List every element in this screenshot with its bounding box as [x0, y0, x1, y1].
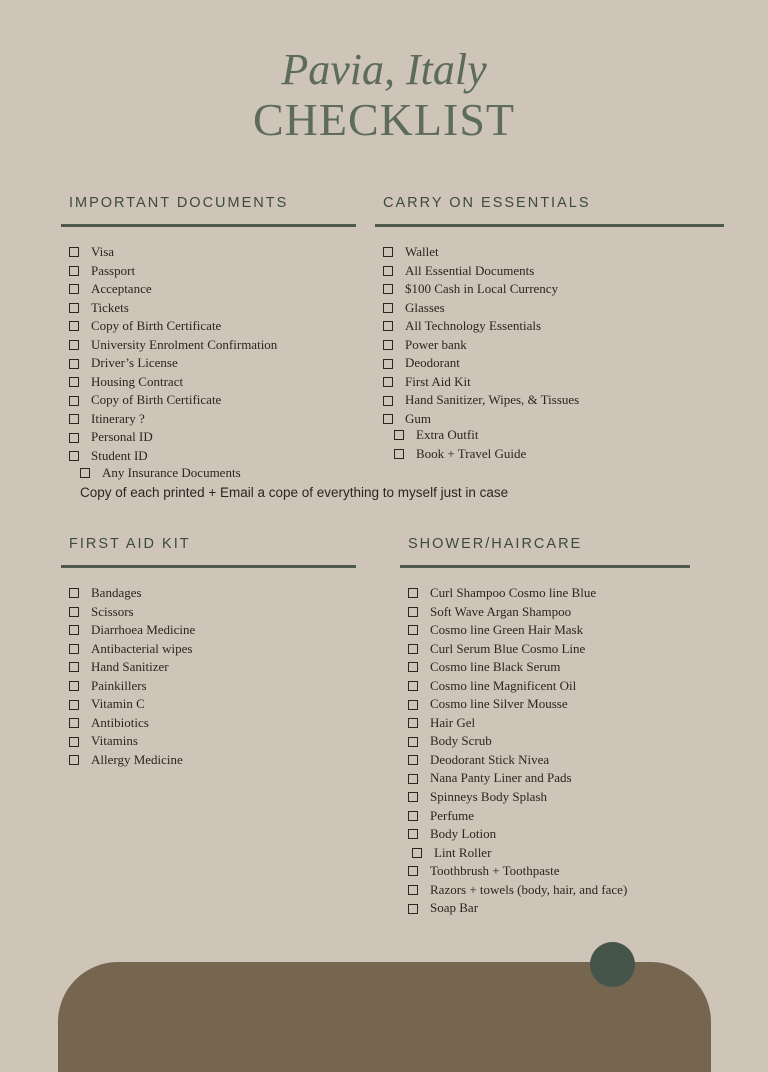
checkbox[interactable]	[408, 644, 418, 654]
checklist-item[interactable]	[69, 317, 356, 336]
checklist-item[interactable]	[408, 862, 690, 881]
checkbox[interactable]	[69, 718, 79, 728]
checklist-item-label: Diarrhoea Medicine	[91, 622, 196, 638]
checklist-item-label: Acceptance	[91, 281, 152, 297]
section-heading: FIRST AID KIT	[69, 536, 191, 552]
checklist-item-label: Passport	[91, 262, 136, 278]
checklist-item[interactable]	[394, 445, 526, 464]
checklist-item-label: Student ID	[91, 448, 148, 464]
checklist-item[interactable]	[69, 262, 356, 281]
checklist-item[interactable]	[80, 464, 241, 483]
checklist-item[interactable]	[69, 695, 356, 714]
checklist-item[interactable]	[69, 243, 356, 262]
checkbox[interactable]	[383, 359, 393, 369]
checklist-item[interactable]	[69, 410, 356, 429]
checklist	[408, 584, 690, 918]
section-heading: CARRY ON ESSENTIALS	[383, 195, 591, 211]
checkbox[interactable]	[408, 885, 418, 895]
checklist-item[interactable]	[69, 603, 356, 622]
checkbox[interactable]	[408, 755, 418, 765]
checklist-item-label: Visa	[91, 244, 115, 259]
checklist-item[interactable]	[408, 658, 690, 677]
checklist-item[interactable]	[394, 426, 526, 445]
checkbox[interactable]	[408, 607, 418, 617]
checklist-item[interactable]	[69, 677, 356, 696]
checkbox[interactable]	[408, 662, 418, 672]
checklist-item-label: Gum	[405, 410, 431, 426]
checklist-item-label: Curl Serum Blue Cosmo Line	[430, 640, 586, 656]
decorative-circle	[590, 942, 635, 987]
checklist-item[interactable]	[408, 769, 690, 788]
checklist-item[interactable]	[408, 881, 690, 900]
checklist-item[interactable]	[408, 603, 690, 622]
checklist-item-label: University Enrolment Confirmation	[91, 336, 278, 352]
checklist-item-label: Curl Shampoo Cosmo line Blue	[430, 585, 597, 600]
checkbox[interactable]	[69, 321, 79, 331]
checklist-item[interactable]	[408, 844, 690, 863]
section-divider	[61, 224, 356, 227]
checkbox[interactable]	[383, 321, 393, 331]
checklist-item[interactable]	[383, 243, 724, 262]
checkbox[interactable]	[408, 588, 418, 598]
checkbox[interactable]	[383, 340, 393, 350]
checklist-item[interactable]	[408, 788, 690, 807]
checkbox[interactable]	[383, 284, 393, 294]
page-header	[0, 44, 768, 146]
page-subtitle: Pavia, Italy	[281, 45, 487, 94]
section-carry-on	[383, 194, 724, 428]
checklist-item[interactable]	[408, 825, 690, 844]
section-divider	[375, 224, 724, 227]
checklist-item-label: Perfume	[430, 807, 475, 823]
checklist-item[interactable]	[383, 299, 724, 318]
checklist-item[interactable]	[69, 391, 356, 410]
carry-on-extra	[394, 426, 526, 463]
checklist-item-label: Driver’s License	[91, 355, 178, 371]
checkbox[interactable]	[80, 468, 90, 478]
checklist-item-label: Hand Sanitizer	[91, 659, 169, 675]
checkbox[interactable]	[408, 866, 418, 876]
checklist-item[interactable]	[408, 640, 690, 659]
checkbox[interactable]	[408, 774, 418, 784]
checklist-item-label: Soap Bar	[430, 900, 479, 916]
checklist-item-label: Body Scrub	[430, 733, 492, 749]
checklist-item[interactable]	[383, 280, 724, 299]
checklist-item[interactable]	[69, 621, 356, 640]
checkbox[interactable]	[69, 377, 79, 387]
checklist-item-label: Extra Outfit	[416, 427, 479, 442]
checklist-item[interactable]	[408, 621, 690, 640]
checklist-item-label: Any Insurance Documents	[102, 465, 241, 480]
checklist-item-label: Cosmo line Black Serum	[430, 659, 561, 675]
checklist-item-label: Deodorant Stick Nivea	[430, 751, 550, 767]
checkbox[interactable]	[408, 737, 418, 747]
checklist-item-label: Razors + towels (body, hair, and face)	[430, 881, 628, 897]
checklist-item[interactable]	[69, 428, 356, 447]
checklist	[394, 426, 526, 463]
checklist-item[interactable]	[69, 299, 356, 318]
checkbox[interactable]	[69, 662, 79, 672]
checkbox[interactable]	[69, 266, 79, 276]
checkbox[interactable]	[69, 681, 79, 691]
checkbox[interactable]	[69, 359, 79, 369]
checklist-item-label: Itinerary ?	[91, 410, 145, 426]
section-important-documents	[69, 194, 356, 466]
checklist-item-label: Spinneys Body Splash	[430, 789, 548, 805]
checklist-item-label: Toothbrush + Toothpaste	[430, 863, 560, 879]
checklist-item-label: Antibacterial wipes	[91, 640, 193, 656]
checklist	[383, 243, 724, 428]
checkbox[interactable]	[408, 700, 418, 710]
checklist-item-label: All Technology Essentials	[405, 318, 542, 334]
checklist-item-label: $100 Cash in Local Currency	[405, 281, 559, 297]
checkbox[interactable]	[408, 625, 418, 635]
checklist-item[interactable]	[408, 899, 690, 918]
checklist-item[interactable]	[69, 714, 356, 733]
page-title: CHECKLIST	[253, 94, 515, 145]
checkbox[interactable]	[383, 377, 393, 387]
checklist-item[interactable]	[408, 732, 690, 751]
checklist-item[interactable]	[69, 447, 356, 466]
checklist-item[interactable]	[408, 677, 690, 696]
checkbox[interactable]	[69, 247, 79, 257]
checklist-item-label: Nana Panty Liner and Pads	[430, 770, 572, 786]
checkbox[interactable]	[408, 718, 418, 728]
checklist-item[interactable]	[69, 658, 356, 677]
section-heading: IMPORTANT DOCUMENTS	[69, 195, 289, 211]
checklist-item-label: First Aid Kit	[405, 373, 471, 389]
checklist-item-label: Allergy Medicine	[91, 751, 183, 767]
checklist-item-label: Tickets	[91, 299, 129, 315]
checkbox[interactable]	[69, 644, 79, 654]
checkbox[interactable]	[69, 737, 79, 747]
checklist-item[interactable]	[408, 807, 690, 826]
checkbox[interactable]	[383, 414, 393, 424]
checklist-item[interactable]	[383, 317, 724, 336]
section-divider	[400, 565, 690, 568]
checklist-item-label: Housing Contract	[91, 373, 184, 389]
checklist-item-label: Cosmo line Magnificent Oil	[430, 677, 577, 693]
checklist-item[interactable]	[69, 732, 356, 751]
checklist-item[interactable]	[69, 584, 356, 603]
checklist-item-label: Hair Gel	[430, 714, 476, 730]
checkbox[interactable]	[408, 829, 418, 839]
checklist-item[interactable]	[69, 373, 356, 392]
checklist-item-label: Painkillers	[91, 677, 147, 693]
section-shower-haircare	[408, 535, 690, 918]
checklist-item-label: All Essential Documents	[405, 262, 535, 278]
checklist-item[interactable]	[383, 373, 724, 392]
note-text: Copy of each printed + Email a cope of everything to myself just in case	[80, 485, 509, 500]
checklist-item-label: Wallet	[405, 244, 439, 259]
checkbox[interactable]	[394, 430, 404, 440]
checkbox[interactable]	[412, 848, 422, 858]
extra-item-row	[80, 464, 241, 483]
checkbox[interactable]	[408, 792, 418, 802]
checklist-item[interactable]	[408, 584, 690, 603]
checklist-item-label: Vitamins	[91, 733, 138, 749]
checklist-item-label: Glasses	[405, 299, 445, 315]
checkbox[interactable]	[383, 266, 393, 276]
checklist-item[interactable]	[69, 280, 356, 299]
checklist-item-label: Copy of Birth Certificate	[91, 318, 222, 334]
checklist-item-label: Body Lotion	[430, 826, 497, 842]
checklist	[69, 243, 356, 466]
checkbox[interactable]	[383, 247, 393, 257]
checklist-item[interactable]	[69, 751, 356, 770]
checklist-item-label: Soft Wave Argan Shampoo	[430, 603, 572, 619]
checklist-item[interactable]	[69, 640, 356, 659]
checkbox[interactable]	[69, 607, 79, 617]
checklist-item-label: Cosmo line Green Hair Mask	[430, 622, 584, 638]
checkbox[interactable]	[69, 340, 79, 350]
checkbox[interactable]	[69, 451, 79, 461]
checkbox[interactable]	[408, 904, 418, 914]
checkbox[interactable]	[383, 396, 393, 406]
checklist	[69, 584, 356, 769]
checkbox[interactable]	[69, 588, 79, 598]
section-divider	[61, 565, 356, 568]
section-first-aid	[69, 535, 356, 769]
checklist-item[interactable]	[69, 336, 356, 355]
checklist-item[interactable]	[383, 391, 724, 410]
checkbox[interactable]	[69, 414, 79, 424]
checkbox[interactable]	[69, 755, 79, 765]
checklist-item-label: Bandages	[91, 585, 142, 600]
checklist-item-label: Deodorant	[405, 355, 460, 371]
checkbox[interactable]	[383, 303, 393, 313]
checkbox[interactable]	[69, 303, 79, 313]
checkbox[interactable]	[394, 449, 404, 459]
checklist-item-label: Lint Roller	[434, 844, 492, 860]
checklist-item[interactable]	[408, 714, 690, 733]
checklist-item-label: Vitamin C	[91, 696, 145, 712]
checklist-item[interactable]	[408, 751, 690, 770]
checklist-item[interactable]	[383, 336, 724, 355]
checklist-item[interactable]	[383, 354, 724, 373]
checkbox[interactable]	[69, 433, 79, 443]
checkbox[interactable]	[69, 396, 79, 406]
checklist-item-label: Scissors	[91, 603, 134, 619]
checklist-item-label: Personal ID	[91, 429, 153, 445]
checklist-item-label: Book + Travel Guide	[416, 445, 527, 461]
checklist-item[interactable]	[408, 695, 690, 714]
checklist-item-label: Power bank	[405, 336, 467, 352]
checklist-item-label: Hand Sanitizer, Wipes, & Tissues	[405, 392, 580, 408]
checklist-item-label: Cosmo line Silver Mousse	[430, 696, 568, 712]
checkbox[interactable]	[408, 681, 418, 691]
section-heading: SHOWER/HAIRCARE	[408, 536, 583, 552]
checkbox[interactable]	[408, 811, 418, 821]
checklist-item-label: Copy of Birth Certificate	[91, 392, 222, 408]
checklist-item[interactable]	[69, 354, 356, 373]
checkbox[interactable]	[69, 625, 79, 635]
checkbox[interactable]	[69, 284, 79, 294]
checkbox[interactable]	[69, 700, 79, 710]
checklist-item-label: Antibiotics	[91, 714, 149, 730]
checklist-item[interactable]	[383, 262, 724, 281]
